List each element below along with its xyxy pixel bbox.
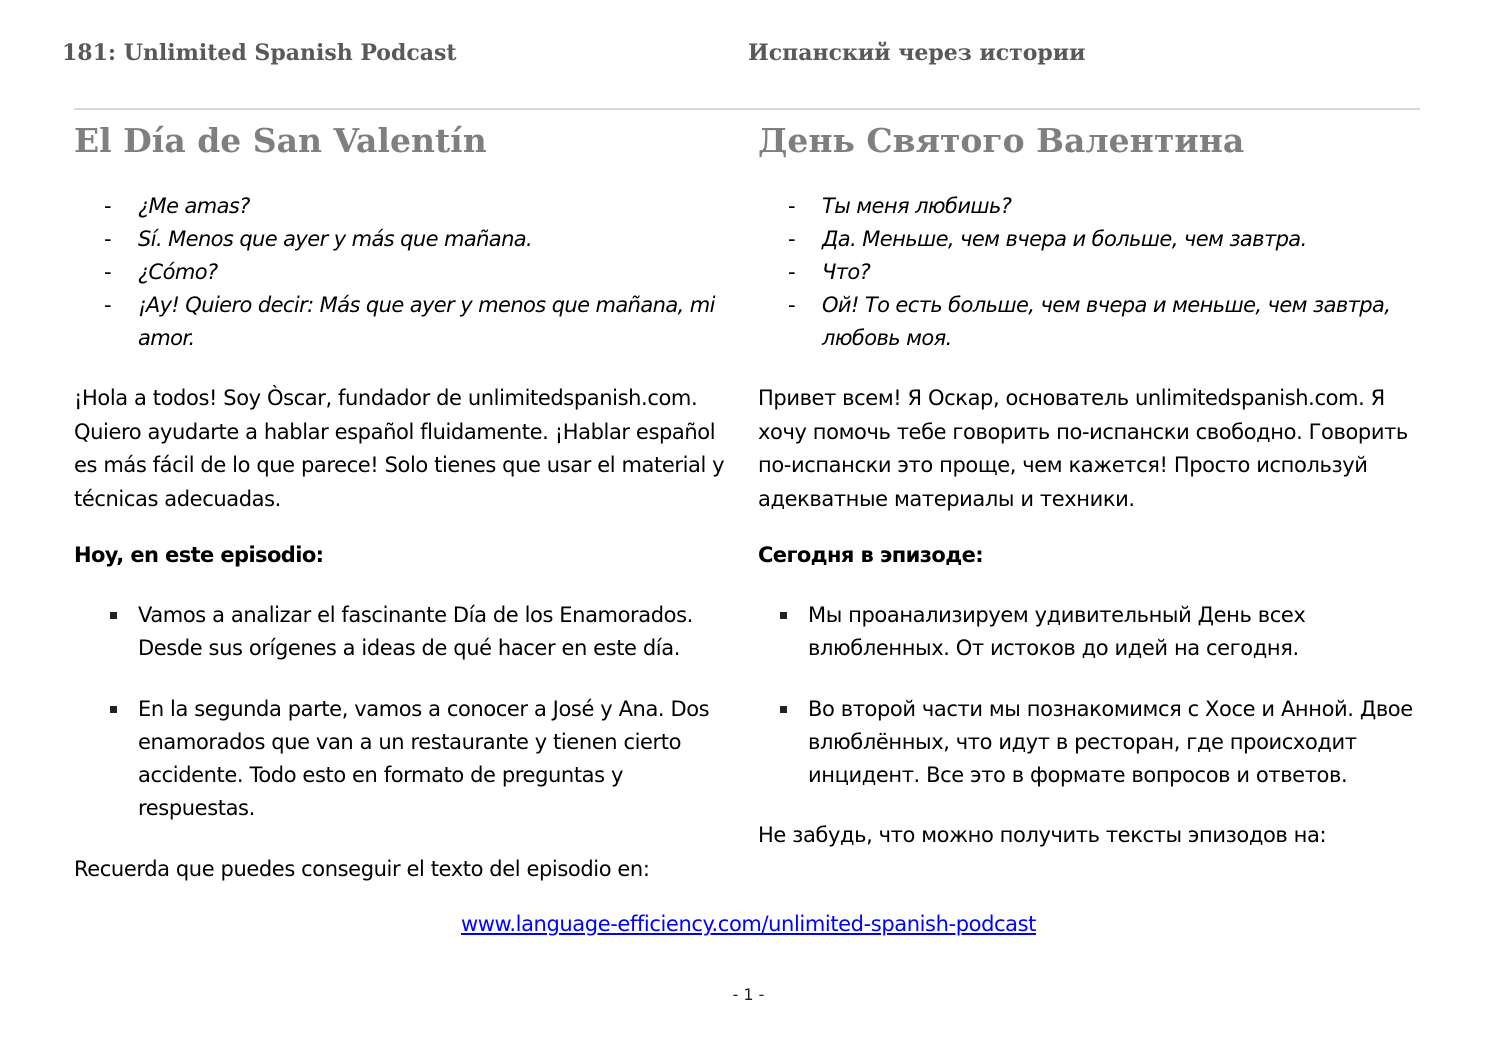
dialog-line: - ¿Cómo? (74, 256, 738, 289)
dialog-line: - Да. Меньше, чем вчера и больше, чем завтра. (758, 223, 1422, 256)
russian-bullet-list (758, 599, 1422, 792)
dialog-line: - Ой! То есть больше, чем вчера и меньше, чем завтра, любовь моя. (758, 289, 1422, 355)
podcast-link[interactable]: www.language-efficiency.com/unlimited-spanish-podcast (460, 912, 1036, 936)
square-bullet-icon (110, 706, 117, 713)
russian-column (758, 116, 1422, 852)
russian-dialog (758, 190, 1422, 355)
spanish-title: El Día de San Valentín (74, 121, 487, 160)
square-bullet-icon (780, 706, 787, 713)
dialog-line: - Что? (758, 256, 1422, 289)
podcast-header: 181: Unlimited Spanish Podcast (62, 40, 457, 66)
spanish-column (74, 116, 738, 886)
bullet-text: Vamos a analizar el fascinante Día de los Enamorados. Desde sus orígenes a ideas de qué hacer en este día. (138, 603, 693, 661)
russian-title: День Святого Валентина (758, 121, 1245, 160)
bullet-text: En la segunda parte, vamos a conocer a José y Ana. Dos enamorados que van a un restaurante y tienen cierto accidente. Todo esto en formato de preguntas y respuestas. (138, 696, 710, 821)
square-bullet-icon (110, 612, 117, 619)
page-number: - 1 - (732, 985, 765, 1004)
bullet-item (758, 599, 1422, 666)
dialog-line: - ¡Ay! Quiero decir: Más que ayer y menos que mañana, mi amor. (74, 289, 738, 355)
header-divider (74, 108, 1420, 110)
spanish-subheading: Hoy, en este episodio: (74, 543, 324, 567)
dialog-line: - ¿Me amas? (74, 190, 738, 223)
square-bullet-icon (780, 612, 787, 619)
bullet-item (758, 693, 1422, 793)
bullet-text: Во второй части мы познакомимся с Хосе и Анной. Двое влюблённых, что идут в ресторан, где происходит инцидент. Все это в формате вопросов и ответов. (808, 696, 1413, 788)
course-header: Испанский через истории (748, 40, 1086, 66)
spanish-bullet-list (74, 599, 738, 826)
spanish-dialog (74, 190, 738, 355)
spanish-intro: ¡Hola a todos! Soy Òscar, fundador de unlimitedspanish.com. Quiero ayudarte a hablar español fluidamente. ¡Hablar español es más fácil de lo que parece! Solo tienes que usar el material y técnicas adecuadas. (74, 386, 725, 511)
bullet-item (74, 693, 738, 826)
russian-intro: Привет всем! Я Оскар, основатель unlimitedspanish.com. Я хочу помочь тебе говорить по-испански свободно. Говорить по-испански это проще, чем кажется! Просто используй адекватные материалы и техники. (758, 386, 1408, 511)
spanish-closing: Recuerda que puedes conseguir el texto del episodio en: (74, 856, 650, 881)
russian-closing: Не забудь, что можно получить тексты эпизодов на: (758, 823, 1327, 848)
dialog-line: - Sí. Menos que ayer y más que mañana. (74, 223, 738, 256)
bullet-text: Мы проанализируем удивительный День всех влюбленных. От истоков до идей на сегодня. (808, 603, 1306, 661)
bullet-item (74, 599, 738, 666)
russian-subheading: Сегодня в эпизоде: (758, 543, 984, 567)
dialog-line: - Ты меня любишь? (758, 190, 1422, 223)
